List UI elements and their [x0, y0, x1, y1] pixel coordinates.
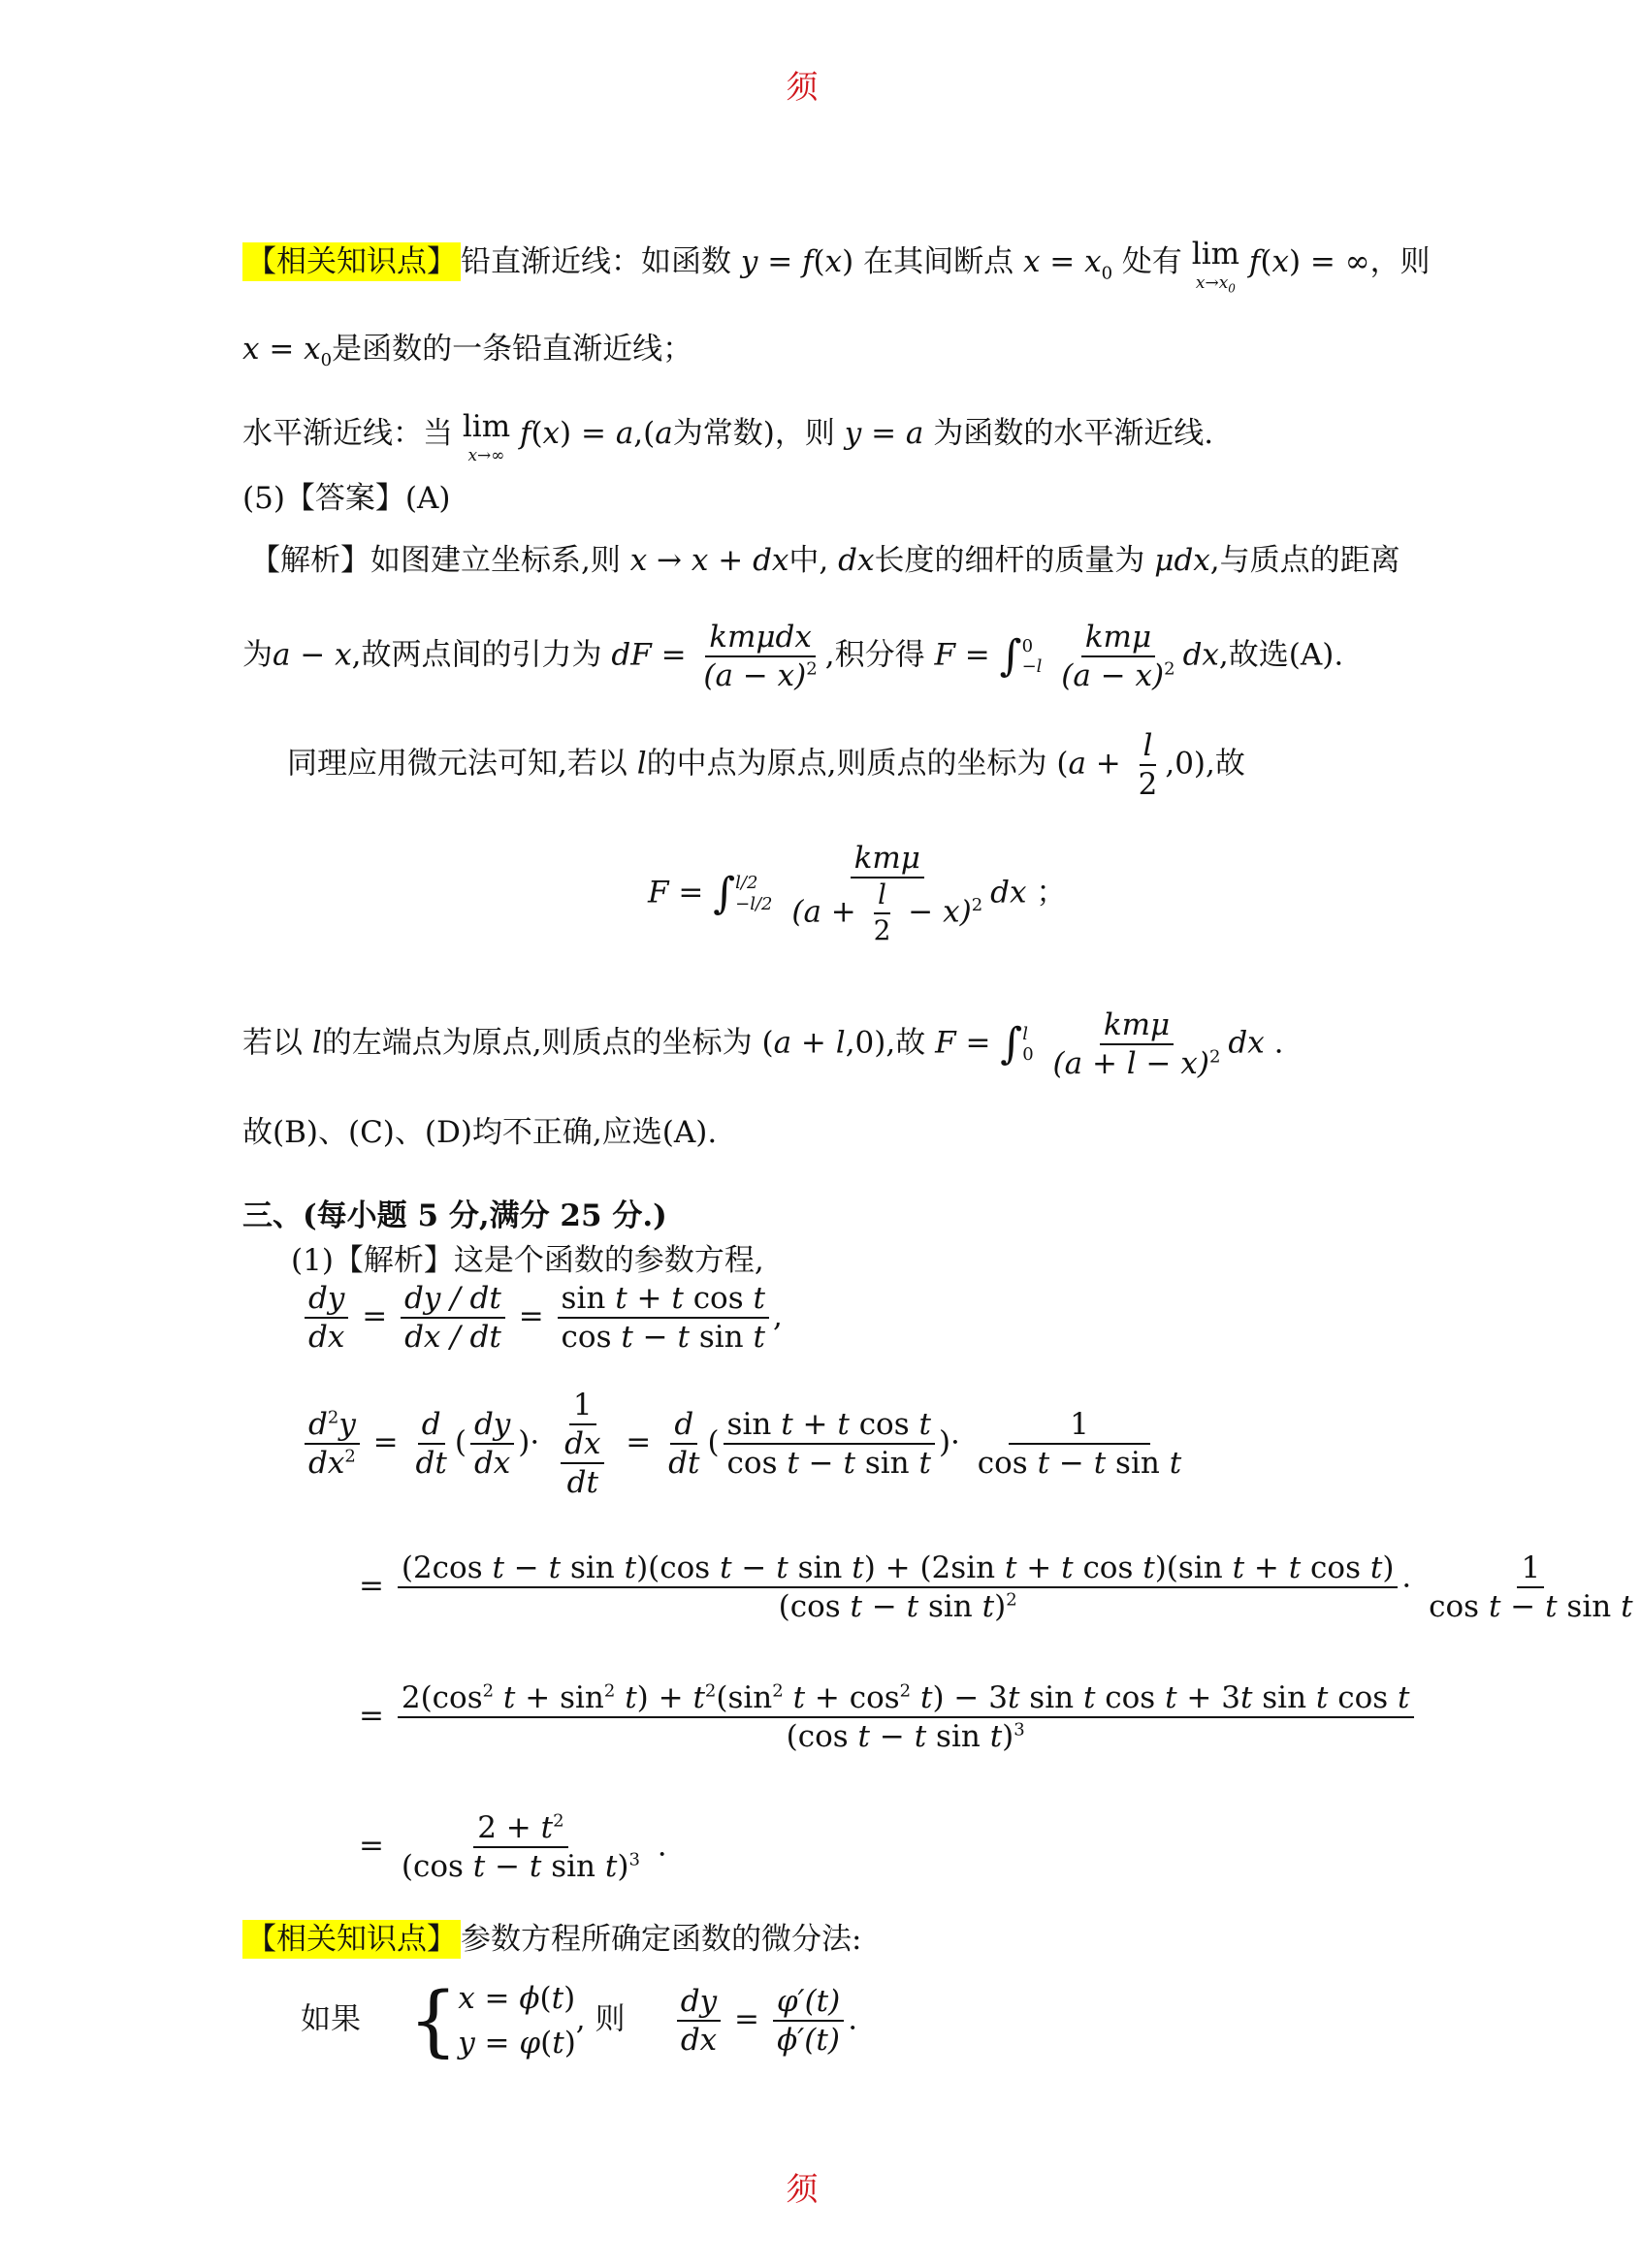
eq-d2ydx2: $\frac{d^2y}{dx^2}$ = $\frac{d}{dt}$ ( $\frac{dy}{dx}$ )· $\frac{1}{\frac{dx}{dt}}$ = $\frac{d}{dt}$ ( $\frac{\text{sin t + t cos t}}{\text{cos t − t sin t}}$ )· $\frac{1}{\text{cos t − t sin t}}$: [301, 1389, 1189, 1499]
page-header-mark: 须: [786, 68, 819, 106]
q5-analysis-line-2: 为a − x,故两点间的引力为 dF = $\frac{\text{kmμdx}}{(a - x)^2}$ ,积分得 F = ∫ 0 −l $\frac{\text{kmμ}}{(a - x)^2}$ dx,故选(A).: [242, 620, 1344, 694]
knowledge-tag: 【相关知识点】: [242, 242, 461, 281]
section-3-title: 三、(每小题 5 分,满分 25 分.): [242, 1198, 667, 1233]
asymptote-vertical-line-2: $x = x_0$是函数的一条铅直渐近线；: [242, 332, 693, 371]
analysis-tag: 【解析】: [250, 543, 370, 578]
page-footer-mark: 须: [786, 2170, 819, 2208]
knowledge-tag-2: 【相关知识点】: [242, 1920, 461, 1959]
eq-dydx: $\frac{dy}{dx}$ = $\frac{dy / dt}{dx / dt}$ = $\frac{\text{sin t + t cos t}}{\text{cos t − t sin t}}$ ,: [301, 1282, 783, 1354]
q5-analysis-line-1: 【解析】如图建立坐标系,则 x → x + dx中, dx长度的细杆的质量为 μdx,与质点的距离: [250, 543, 1400, 578]
eq-step-4: = $\frac{2 + t^2}{(\cos t - t \sin t)^3}$ .: [359, 1810, 667, 1885]
q5-analysis-line-3: 同理应用微元法可知,若以 l的中点为原点,则质点的坐标为 (a + $\frac{l}{2}$ ,0),故: [287, 728, 1245, 803]
q5-answer: (5)【答案】(A): [242, 481, 451, 516]
q5-analysis-line-5: 若以 l的左端点为原点,则质点的坐标为 (a + l,0),故 F = ∫ l 0 $\frac{\text{kmμ}}{(a + l - x)^2}$ dx .: [242, 1007, 1284, 1082]
param-system: 如果 { x = ϕ(t) y = φ(t) , 则 $\frac{dy}{dx}$ = $\frac{\varphi'(t)}{\phi'(t)}$ .: [301, 1975, 858, 2065]
s3q1-intro: (1)【解析】这是个函数的参数方程,: [291, 1243, 764, 1278]
q5-conclusion: 故(B)、(C)、(D)均不正确,应选(A).: [242, 1115, 718, 1150]
eq-step-2: = (2cos t − t sin t)(cos t − t sin t) + (2sin t + t cos t)(sin t + t cos t) (cos t − t sin t)$^2$ · $\frac{1}{\text{cos t − t sin t}}$: [359, 1550, 1633, 1625]
asymptote-horizontal-line: 水平渐近线：当 lim x→∞ f(x) = a,(a为常数)，则 y = a 为函数的水平渐近线.: [242, 409, 1214, 465]
param-knowledge-line: 【相关知识点】 参数方程所确定函数的微分法:: [242, 1918, 861, 1961]
q5-integral-centered: F = ∫ l/2 −l/2 kmμ (a + $\frac{l}{2}$ − x)$^2$ dx ；: [648, 841, 1067, 946]
eq-step-3: = $2(\cos^2$ $t + \sin^2 t) + t^2(\sin^2$ $t + \cos^2 t) - 3t$ sin t cos t + 3t sin t cos t (cos t − t sin t)$^3$: [359, 1681, 1418, 1753]
asymptote-vertical-line: 【相关知识点】 铅直渐近线：如函数 y = f(x) 在其间断点 $x = x_0$ 处有 lim $x\to x_0$ f(x) = ∞，则: [242, 233, 1431, 295]
